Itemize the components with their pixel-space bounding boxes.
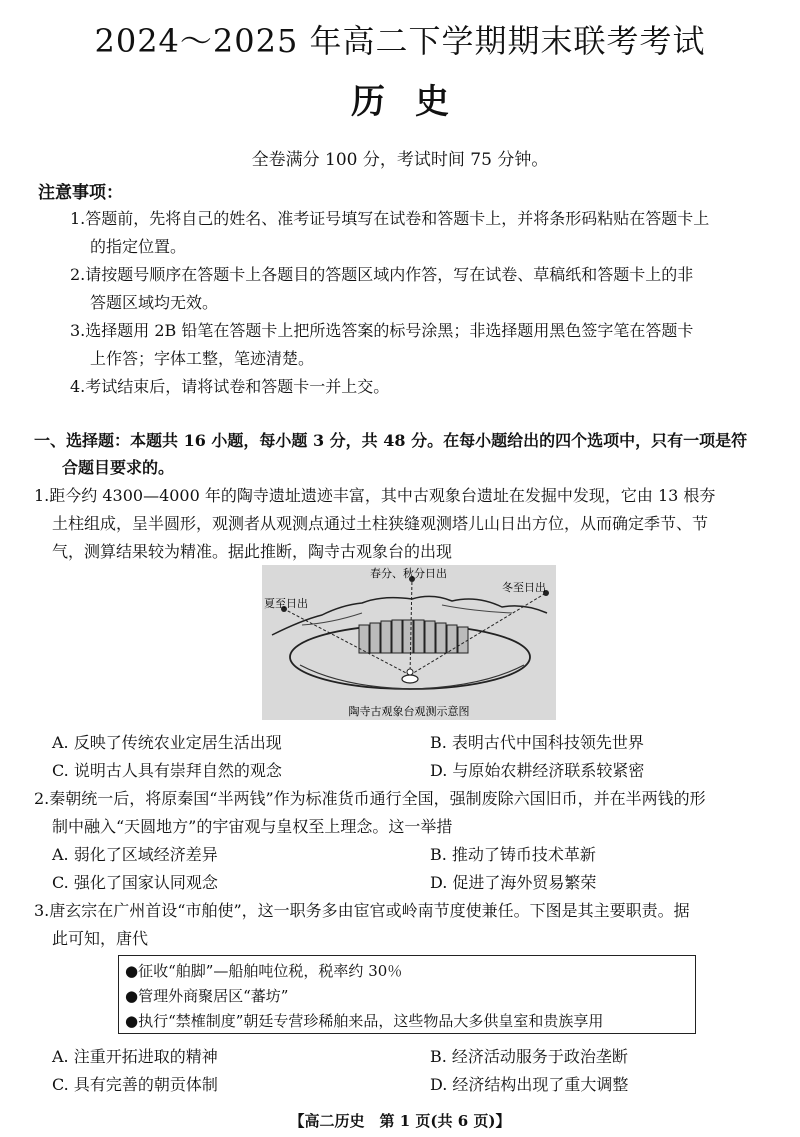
label-equinox-sunrise: 春分、秋分日出 [370, 567, 447, 580]
figure-caption: 陶寺古观象台观测示意图 [348, 705, 470, 718]
exam-title: 2024～2025 年高二下学期期末联考考试 [94, 22, 706, 60]
q3-option-c: C. 具有完善的朝贡体制 [52, 1075, 218, 1094]
observatory-figure [262, 565, 556, 720]
notes-line: 2.请按题号顺序在答题卡上各题目的答题区域内作答，写在试卷、草稿纸和答题卡上的非 [70, 265, 694, 284]
observer-marker [407, 669, 413, 675]
question-3-text: 3.唐玄宗在广州首设“市舶使”，这一职务多由宦官或岭南节度使兼任。下图是其主要职责。据 [34, 901, 690, 920]
duty-item: ●管理外商聚居区“蕃坊” [125, 987, 289, 1005]
question-1-text: 气，测算结果较为精准。据此推断，陶寺古观象台的出现 [52, 542, 453, 561]
question-2-text: 2.秦朝统一后，将原秦国“半两钱”作为标准货币通行全国，强制废除六国旧币，并在半两钱的形 [34, 789, 706, 808]
q1-option-d: D. 与原始农耕经济联系较紧密 [430, 761, 645, 780]
observation-point [402, 675, 418, 683]
earth-pillars [359, 620, 468, 653]
q2-option-b: B. 推动了铸币技术革新 [430, 845, 596, 864]
question-3-text: 此可知，唐代 [52, 929, 149, 948]
notes-line: 答题区域均无效。 [90, 293, 219, 312]
notes-line: 3.选择题用 2B 铅笔在答题卡上把所选答案的标号涂黑；非选择题用黑色签字笔在答题卡 [70, 321, 694, 340]
q3-option-d: D. 经济结构出现了重大调整 [430, 1075, 629, 1094]
page-footer: 【高二历史 第 1 页(共 6 页)】 [289, 1112, 511, 1130]
q1-option-b: B. 表明古代中国科技领先世界 [430, 733, 644, 752]
question-1-text: 1.距今约 4300—4000 年的陶寺遗址遗迹丰富，其中古观象台遗址在发掘中发现，它由 13 根夯 [34, 486, 716, 505]
section-heading-cont: 合题目要求的。 [62, 458, 175, 477]
q3-option-a: A. 注重开拓进取的精神 [52, 1047, 218, 1066]
question-1-text: 土柱组成，呈半圆形，观测者从观测点通过土柱狭缝观测塔儿山日出方位，从而确定季节、节 [52, 514, 709, 533]
q1-option-c: C. 说明古人具有崇拜自然的观念 [52, 761, 282, 780]
q2-option-d: D. 促进了海外贸易繁荣 [430, 873, 597, 892]
section-heading: 一、选择题：本题共 16 小题，每小题 3 分，共 48 分。在每小题给出的四个选项中，只有一项是符 [34, 431, 748, 450]
question-2-text: 制中融入“天圆地方”的宇宙观与皇权至上理念。这一举措 [52, 817, 453, 836]
notes-line: 的指定位置。 [90, 237, 187, 256]
label-winter-sunrise: 冬至日出 [502, 581, 546, 594]
label-summer-sunrise: 夏至日出 [264, 597, 308, 610]
score-line: 全卷满分 100 分，考试时间 75 分钟。 [251, 150, 549, 170]
q3-option-b: B. 经济活动服务于政治垄断 [430, 1047, 628, 1066]
notes-line: 1.答题前，先将自己的姓名、准考证号填写在试卷和答题卡上，并将条形码粘贴在答题卡上 [70, 209, 710, 228]
q2-option-c: C. 强化了国家认同观念 [52, 873, 218, 892]
notes-heading: 注意事项： [38, 183, 123, 203]
q2-option-a: A. 弱化了区域经济差异 [52, 845, 218, 864]
subject-title: 历史 [351, 82, 479, 122]
duties-box [118, 955, 696, 1034]
duty-item: ●征收“舶脚”—船舶吨位税，税率约 30％ [125, 962, 403, 980]
notes-line: 上作答；字体工整，笔迹清楚。 [90, 349, 315, 368]
q1-option-a: A. 反映了传统农业定居生活出现 [52, 733, 282, 752]
observatory-diagram [262, 565, 556, 720]
notes-line: 4.考试结束后，请将试卷和答题卡一并上交。 [70, 377, 390, 396]
duty-item: ●执行“禁榷制度”朝廷专营珍稀舶来品，这些物品大多供皇室和贵族享用 [125, 1012, 604, 1030]
